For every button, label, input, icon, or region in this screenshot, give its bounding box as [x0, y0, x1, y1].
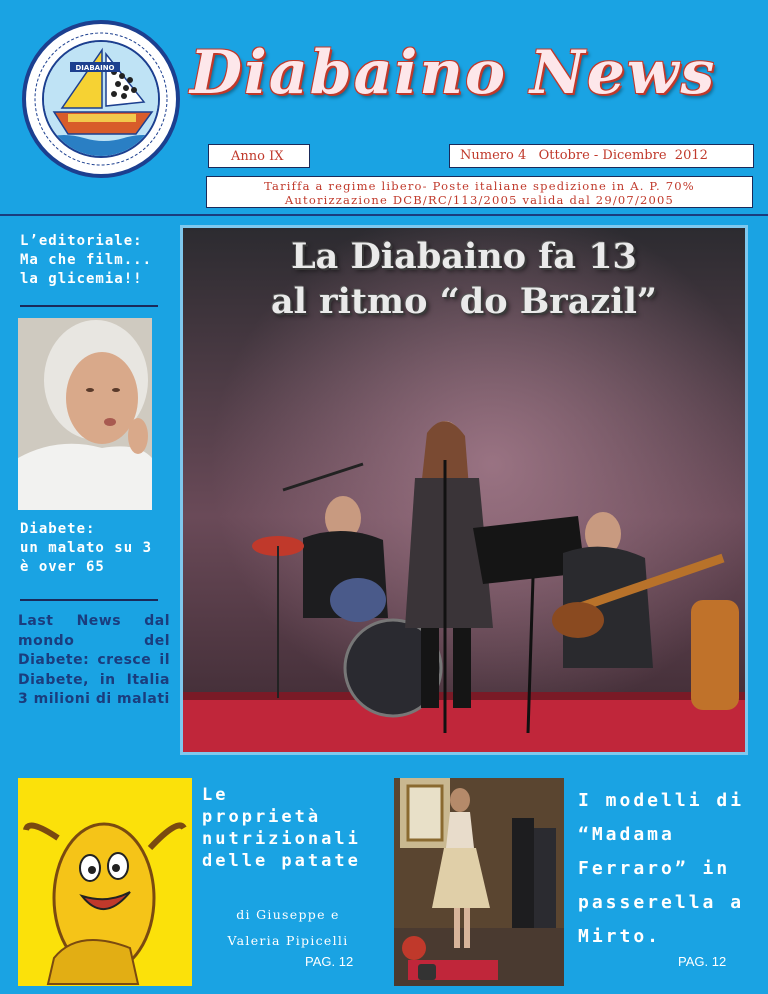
postal-info-line2: Autorizzazione DCB/RC/113/2005 valida dal 29/07/2005: [284, 193, 675, 207]
masthead-divider: [0, 214, 768, 216]
title-line: I modelli di: [578, 790, 745, 811]
author-line: Valeria Pipicelli: [227, 933, 349, 948]
newspaper-title: Diabaino News: [190, 38, 717, 108]
article-authors: [202, 902, 374, 954]
diabete-line: Diabete:: [20, 521, 96, 537]
patate-article-title[interactable]: [202, 784, 372, 872]
logo-boat-text: DIABAINO: [75, 64, 115, 72]
page-reference[interactable]: PAG. 12: [678, 954, 727, 969]
diabete-line: un malato su 3: [20, 540, 153, 556]
logo-ring-text-icon: [26, 24, 176, 174]
last-news-teaser[interactable]: Last News dal mondo del Diabete: cresce il Diabete, in Italia 3 milioni di malati: [18, 613, 170, 707]
headline-line: al ritmo “do Brazil”: [270, 281, 658, 322]
editorial-line: L’editoriale:: [20, 233, 143, 249]
woman-portrait-photo: [18, 318, 152, 510]
fashion-show-photo: [394, 778, 564, 986]
editorial-line: la glicemia!!: [20, 271, 143, 287]
diabete-teaser[interactable]: [20, 520, 170, 577]
title-line: nutrizionali: [202, 829, 361, 849]
diabete-line: è over 65: [20, 559, 105, 575]
logo: [22, 20, 180, 178]
modelli-article-title[interactable]: [578, 784, 748, 954]
headline-line: La Diabaino fa 13: [291, 236, 637, 277]
concert-photo: [180, 225, 748, 755]
issue-year: Anno IX: [208, 144, 310, 168]
author-line: di Giuseppe e: [236, 907, 340, 922]
title-line: Ferraro” in: [578, 858, 731, 879]
page-reference[interactable]: PAG. 12: [305, 954, 354, 969]
postal-info: [206, 176, 753, 208]
potato-cartoon: [18, 778, 192, 986]
main-headline[interactable]: [183, 234, 745, 324]
editorial-line: Ma che film...: [20, 252, 153, 268]
title-line: “Madama: [578, 824, 675, 845]
title-line: passerella a: [578, 892, 745, 913]
postal-info-line1: Tariffa a regime libero- Poste italiane spedizione in A. P. 70%: [264, 179, 695, 193]
title-line: proprietà: [202, 807, 322, 827]
title-line: Le: [202, 785, 229, 805]
editorial-teaser[interactable]: [20, 232, 170, 289]
title-line: Mirto.: [578, 926, 662, 947]
sidebar-divider: [20, 305, 158, 307]
sidebar-divider: [20, 599, 158, 601]
issue-number: Numero 4 Ottobre - Dicembre 2012: [449, 144, 754, 168]
title-line: delle patate: [202, 851, 361, 871]
